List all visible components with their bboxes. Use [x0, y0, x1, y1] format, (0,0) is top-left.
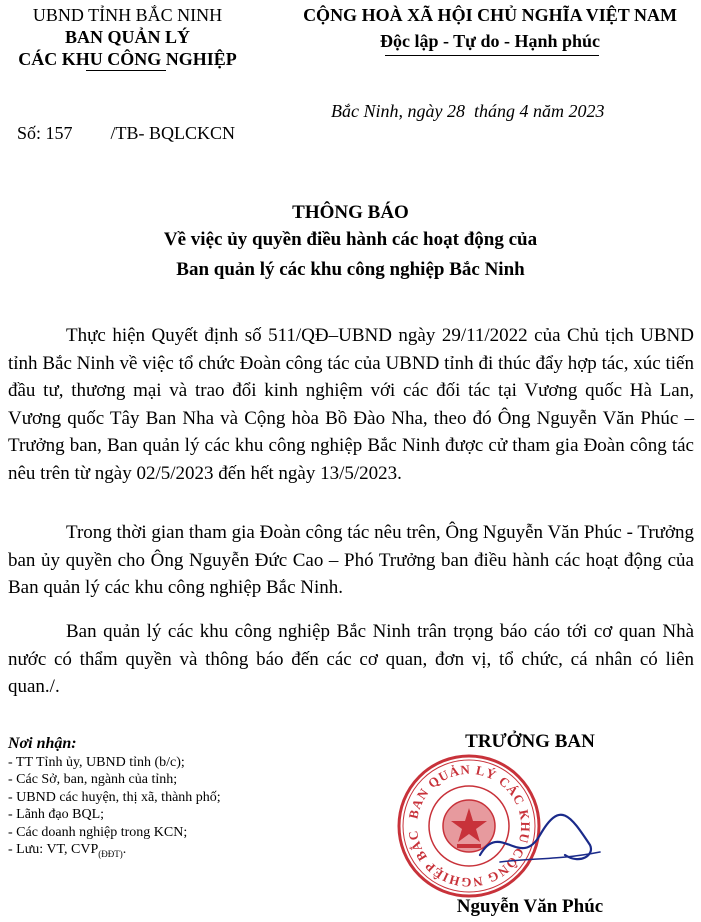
document-number-prefix: Số: 157: [17, 123, 73, 143]
body-paragraph-1: Thực hiện Quyết định số 511/QĐ–UBND ngày 29/11/2022 của Chủ tịch UBND tỉnh Bắc Ninh về việc tổ chức Đoàn công tác của UBND tỉnh đi thúc đẩy hợp tác, xúc tiến đầu tư, thương mại và trao đổi kinh nghiệm với các đối tác tại Vương quốc Hà Lan, Vương quốc Tây Ban Nha và Cộng hòa Bồ Đào Nha, theo đó Ông Nguyễn Văn Phúc – Trưởng ban, Ban quản lý các khu công nghiệp Bắc Ninh được cử tham gia Đoàn công tác nêu trên từ ngày 02/5/2023 đến hết ngày 13/5/2023.: [8, 325, 694, 484]
document-number-suffix: /TB- BQLCKCN: [110, 123, 236, 143]
recipient-item-archive: [8, 841, 308, 863]
archive-label: - Lưu: VT, CVP: [8, 842, 99, 858]
place-date: Bắc Ninh, ngày 28 tháng 4 năm 2023: [331, 101, 605, 121]
recipient-item: - Lãnh đạo BQL;: [8, 807, 105, 823]
archive-sub: (ĐĐT): [98, 848, 123, 859]
recipient-item: - UBND các huyện, thị xã, thành phố;: [8, 789, 221, 805]
document-number: [8, 100, 235, 144]
recipient-item: - Các Sở, ban, ngành của tỉnh;: [8, 772, 178, 788]
notice-subject-line1: Về việc ủy quyền điều hành các hoạt động của: [163, 229, 538, 250]
signer-name: Nguyễn Văn Phúc: [456, 896, 604, 917]
notice-subject-line2: Ban quản lý các khu công nghiệp Bắc Ninh: [176, 259, 525, 280]
authority-board: BAN QUẢN LÝ: [64, 27, 190, 47]
body-paragraph-3: Ban quản lý các khu công nghiệp Bắc Ninh trân trọng báo cáo tới cơ quan Nhà nước có thẩm quyền và thông báo đến các cơ quan, đơn vị, tổ chức, cá nhân có liên quan./.: [8, 621, 694, 697]
recipient-item: - TT Tỉnh ủy, UBND tỉnh (b/c);: [8, 755, 185, 770]
notice-heading: THÔNG BÁO: [292, 202, 409, 223]
notice-title: [0, 199, 701, 283]
signer-position: TRƯỞNG BAN: [465, 731, 595, 752]
recipients-heading: Nơi nhận:: [8, 735, 77, 752]
signature-stroke: [480, 815, 591, 859]
handwritten-signature: [470, 800, 610, 880]
national-motto: Độc lập - Tự do - Hạnh phúc: [379, 31, 601, 51]
recipients-block: [8, 734, 308, 863]
seal-text: BAN QUẢN LÝ CÁC KHU CÔNG NGHIỆP BẮC: [404, 761, 534, 891]
body-paragraph-2: Trong thời gian tham gia Đoàn công tác nêu trên, Ông Nguyễn Văn Phúc - Trưởng ban ủy quyền cho Ông Nguyễn Đức Cao – Phó Trưởng ban điều hành các hoạt động của Ban quản lý các khu công nghiệp Bắc Ninh.: [8, 522, 694, 598]
recipient-item: - Các doanh nghiệp trong KCN;: [8, 824, 188, 840]
motto-underline: [385, 55, 599, 56]
archive-end: .: [122, 842, 127, 858]
authority-province: UBND TỈNH BẮC NINH: [32, 5, 223, 25]
issuing-authority: [0, 4, 255, 70]
authority-underline: [86, 70, 166, 71]
national-title: [285, 4, 695, 52]
national-name: CỘNG HOÀ XÃ HỘI CHỦ NGHĨA VIỆT NAM: [303, 5, 677, 25]
authority-zones: CÁC KHU CÔNG NGHIỆP: [18, 49, 237, 69]
